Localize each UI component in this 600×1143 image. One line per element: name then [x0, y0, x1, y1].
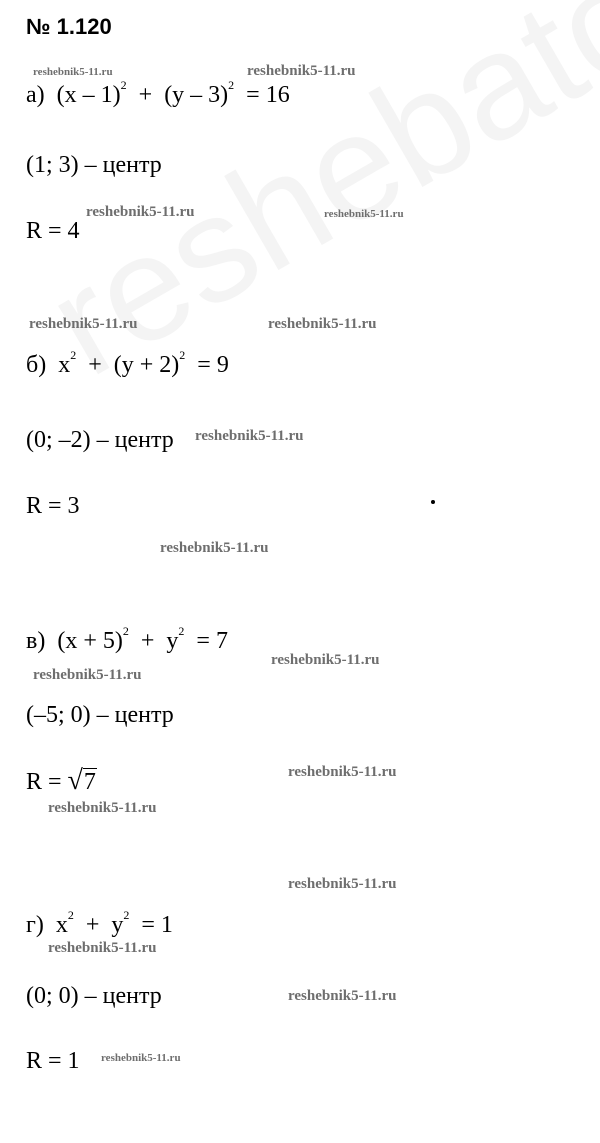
equation-v: в) $(x + 5)^2 + y^2 = 7$ — [26, 624, 228, 654]
watermark: reshebnik5-11.ru — [48, 800, 157, 816]
stray-dot — [431, 500, 435, 504]
part-label: а) — [26, 82, 45, 108]
watermark: reshebnik5-11.ru — [247, 63, 356, 79]
radius-b: R = 3 — [26, 493, 80, 519]
center-a: (1; 3) – центр — [26, 152, 162, 178]
watermark: reshebnik5-11.ru — [33, 667, 142, 683]
watermark: reshebnik5-11.ru — [86, 204, 195, 220]
radius-a: R = 4 — [26, 218, 80, 244]
watermark: reshebnik5-11.ru — [268, 316, 377, 332]
watermark: reshebnik5-11.ru — [29, 316, 138, 332]
watermark: reshebnik5-11.ru — [160, 540, 269, 556]
center-b: (0; –2) – центр — [26, 427, 174, 453]
equation-b: б) $x^2 + (y + 2)^2 = 9$ — [26, 348, 229, 378]
watermark: reshebnik5-11.ru — [288, 988, 397, 1004]
watermark: reshebnik5-11.ru — [288, 764, 397, 780]
radius-v: R = √ 7 — [26, 765, 96, 796]
square-root: √ 7 — [67, 765, 96, 796]
part-label: б) — [26, 352, 47, 378]
center-g: (0; 0) – центр — [26, 983, 162, 1009]
part-label: в) — [26, 628, 46, 654]
watermark: reshebnik5-11.ru — [33, 66, 113, 78]
watermark: reshebnik5-11.ru — [48, 940, 157, 956]
watermark: reshebnik5-11.ru — [324, 208, 404, 220]
radius-g: R = 1 — [26, 1048, 80, 1074]
center-v: (–5; 0) – центр — [26, 702, 174, 728]
watermark: reshebnik5-11.ru — [195, 428, 304, 444]
problem-number: № 1.120 — [26, 14, 112, 39]
part-label: г) — [26, 912, 44, 938]
equation-a: а) (x – 1)$^2$ + (y – 3)$^2$ = 16 — [26, 78, 290, 108]
watermark: reshebnik5-11.ru — [271, 652, 380, 668]
equation-g: г) $x^2 + y^2 = 1$ — [26, 908, 173, 938]
watermark: reshebnik5-11.ru — [288, 876, 397, 892]
watermark: reshebnik5-11.ru — [101, 1052, 181, 1064]
